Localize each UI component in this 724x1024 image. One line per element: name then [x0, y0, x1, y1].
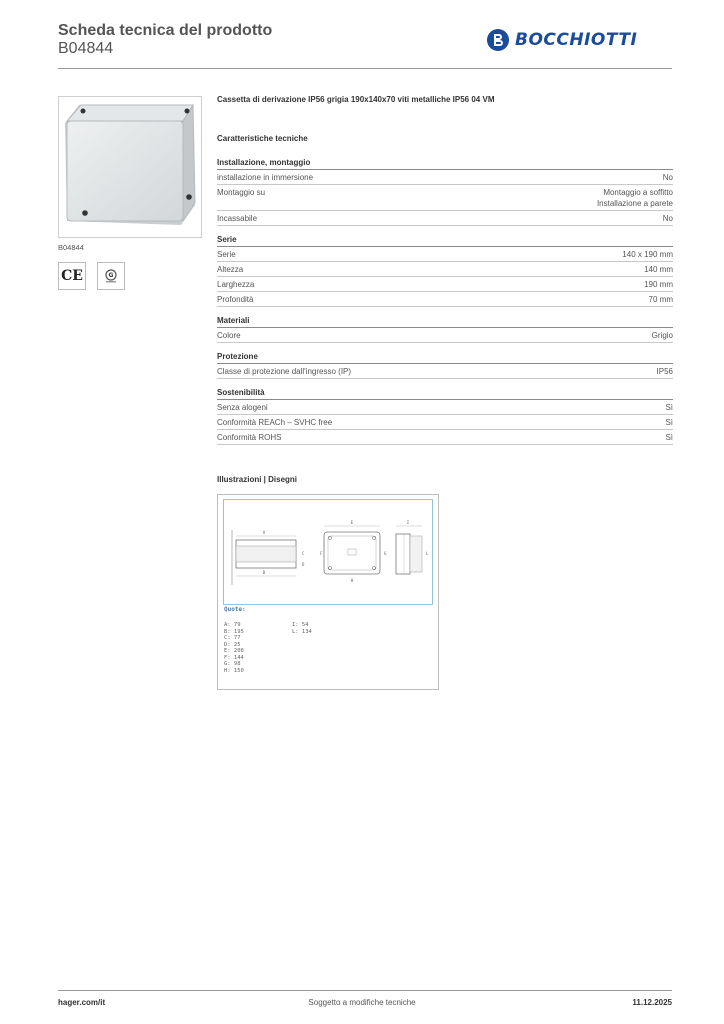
spec-value: Montaggio a soffitto Installazione a parete [596, 188, 673, 208]
spec-row [217, 400, 673, 415]
photo-caption-code: B04844 [58, 243, 84, 252]
spec-label: Profondità [217, 295, 254, 304]
spec-section-title: Materiali [217, 315, 673, 328]
brand-name: BOCCHIOTTI [515, 30, 638, 50]
dimension-drawing-icon [224, 500, 432, 604]
dimension-value: A: 79 [224, 622, 241, 628]
illustrations-title: Illustrazioni | Disegni [217, 475, 298, 484]
spec-label: Incassabile [217, 214, 258, 223]
spec-label: Colore [217, 331, 241, 340]
dimension-value: D: 25 [224, 641, 241, 648]
spec-row [217, 328, 673, 343]
spec-label: Altezza [217, 265, 244, 274]
drawing-label: H [350, 578, 354, 583]
spec-section-title: Sostenibilità [217, 387, 673, 400]
spec-row [217, 277, 673, 292]
spec-row [217, 292, 673, 307]
spec-row [217, 185, 673, 211]
spec-value: Sì [665, 433, 673, 442]
dimension-value: I: 54 [292, 622, 309, 628]
spec-value: Sì [665, 403, 673, 412]
footer-note: Soggetto a modifiche tecniche [308, 998, 416, 1007]
footer-website-link[interactable]: hager.com/it [58, 998, 106, 1007]
drawing-label: G [384, 551, 387, 556]
certification-seal-icon [103, 268, 119, 284]
characteristics-title: Caratteristiche tecniche [217, 134, 308, 143]
product-photo [58, 96, 202, 238]
spec-label: Classe di protezione dall'ingresso (IP) [217, 367, 352, 376]
spec-section [217, 387, 673, 445]
spec-label: Larghezza [217, 280, 255, 289]
dimensions-list-b [292, 622, 312, 635]
spec-row [217, 430, 673, 445]
spec-row [217, 247, 673, 262]
header-divider [58, 68, 672, 69]
spec-value: 70 mm [648, 295, 673, 304]
bocchiotti-logo-icon [486, 28, 510, 52]
spec-label: Conformità ROHS [217, 433, 282, 442]
spec-value: Sì [665, 418, 673, 427]
dimension-value: L: 134 [292, 628, 312, 635]
ce-mark-badge: CE [58, 262, 86, 290]
drawing-label: E [350, 520, 354, 525]
certification-seal-badge [97, 262, 125, 290]
spec-section-title: Protezione [217, 351, 673, 364]
dimension-value: B: 195 [224, 628, 244, 635]
spec-section-title: Serie [217, 234, 673, 247]
spec-value: No [662, 214, 673, 223]
dimension-value: E: 200 [224, 648, 244, 654]
spec-row [217, 262, 673, 277]
drawing-label: C [302, 551, 305, 556]
spec-value: 190 mm [644, 280, 673, 289]
spec-label: Conformità REACh – SVHC free [217, 418, 333, 427]
brand-logo [486, 28, 637, 52]
spec-section [217, 351, 673, 379]
dimensions-list-a [224, 622, 244, 674]
spec-value: Grigio [651, 331, 673, 340]
drawing-label: D [302, 562, 305, 567]
spec-label: installazione in immersione [217, 173, 314, 182]
spec-value: No [662, 173, 673, 182]
spec-sections [217, 157, 673, 445]
product-code-heading: B04844 [58, 40, 114, 57]
spec-label: Senza alogeni [217, 403, 268, 412]
svg-text:G: G [108, 272, 114, 280]
product-details [217, 95, 673, 453]
spec-row [217, 211, 673, 226]
spec-row [217, 170, 673, 185]
spec-row [217, 415, 673, 430]
spec-row [217, 364, 673, 379]
junction-box-photo [59, 97, 201, 237]
spec-section [217, 157, 673, 226]
dimension-value: F: 144 [224, 654, 244, 661]
spec-section [217, 234, 673, 307]
dimensions-title: Quote: [224, 606, 246, 613]
spec-value: 140 x 190 mm [622, 250, 673, 259]
drawing-views [223, 499, 433, 605]
page-title: Scheda tecnica del prodotto [58, 22, 273, 39]
drawing-label: L [426, 551, 429, 556]
drawing-label: A [262, 530, 266, 535]
dimension-value: G: 98 [224, 661, 241, 667]
spec-value: IP56 [656, 367, 673, 376]
footer-divider [58, 990, 672, 991]
product-description: Cassetta di derivazione IP56 grigia 190x140x70 viti metalliche IP56 04 VM [217, 95, 495, 104]
drawing-label: F [320, 551, 323, 556]
dimension-value: H: 150 [224, 667, 244, 674]
spec-label: Serie [217, 250, 236, 259]
dimension-value: C: 77 [224, 635, 241, 641]
drawing-label: I [406, 520, 410, 525]
spec-label: Montaggio su [217, 188, 266, 197]
spec-section-title: Installazione, montaggio [217, 157, 673, 170]
spec-value: 140 mm [644, 265, 673, 274]
drawing-label: B [262, 570, 266, 575]
footer-date: 11.12.2025 [632, 998, 672, 1007]
spec-section [217, 315, 673, 343]
